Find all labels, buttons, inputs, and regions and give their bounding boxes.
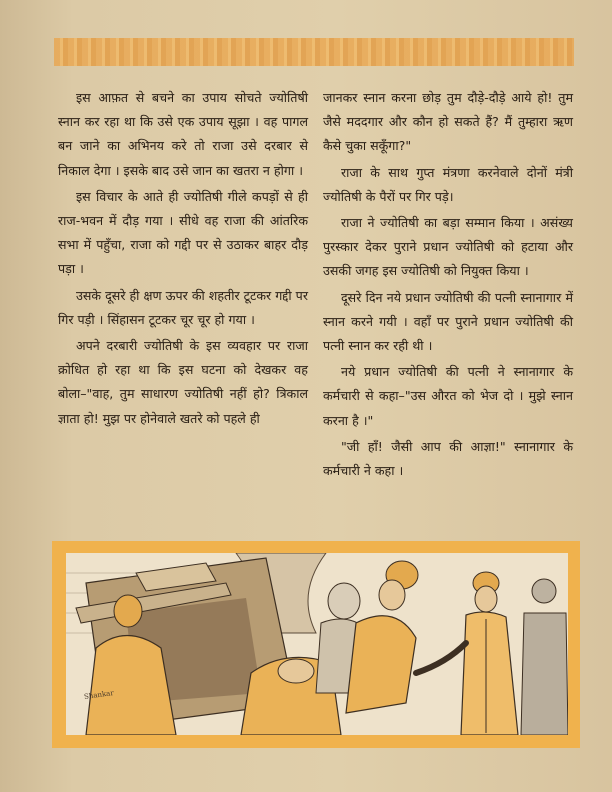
paragraph: नये प्रधान ज्योतिषी की पत्नी ने स्नानागार के कर्मचारी से कहा–"उस औरत को भेज दो । मुझे स्नान करना है ।" xyxy=(323,364,573,428)
paragraph: जानकर स्नान करना छोड़ तुम दौड़े-दौड़े आये हो! तुम जैसे मददगार और कौन हो सकते हैं? मैं तुम्हारा ऋण कैसे चुका सकूँगा?" xyxy=(323,90,573,154)
paragraph: उसके दूसरे ही क्षण ऊपर की शहतीर टूटकर गद्दी पर गिर पड़ी । सिंहासन टूटकर चूर चूर हो गया । xyxy=(58,287,308,327)
left-text-column xyxy=(58,86,308,433)
illustration-court-scene xyxy=(66,553,568,735)
paragraph: राजा ने ज्योतिषी का बड़ा सम्मान किया । असंख्य पुरस्कार देकर पुराने प्रधान ज्योतिषी को हटाया और उसकी जगह इस ज्योतिषी को नियुक्त किया । xyxy=(323,215,573,279)
artist-signature: Shankar xyxy=(83,688,115,702)
decorative-header-band xyxy=(54,38,574,66)
paragraph: राजा के साथ गुप्त मंत्रणा करनेवाले दोनों मंत्री ज्योतिषी के पैरों पर गिर पड़े। xyxy=(323,164,573,204)
paragraph: "जी हाँ! जैसी आप की आज्ञा!" स्नानागार के कर्मचारी ने कहा । xyxy=(323,438,573,479)
right-text-column xyxy=(323,86,573,485)
paragraph: इस आफ़त से बचने का उपाय सोचते ज्योतिषी स्नान कर रहा था कि उसे एक उपाय सूझा । वह पागल बन जाने का अभिनय करे तो राजा उसे दरबार से निकाल देगा । इसके बाद उसे जान का खतरा न होगा । xyxy=(58,90,308,178)
illustration-drawing xyxy=(66,553,568,735)
paragraph: अपने दरबारी ज्योतिषी के इस व्यवहार पर राजा क्रोधित हो रहा था कि इस घटना को देखकर वह बोला–"वाह, तुम साधारण ज्योतिषी नहीं हो? त्रिकाल ज्ञाता हो! मुझ पर होनेवाले खतरे को पहले ही xyxy=(58,338,308,426)
paragraph: इस विचार के आते ही ज्योतिषी गीले कपड़ों से ही राज-भवन में दौड़ गया । सीधे वह राजा की आंतरिक सभा में पहुँचा, राजा को गद्दी पर से उठाकर बाहर दौड़ पड़ा । xyxy=(58,188,308,277)
paragraph: दूसरे दिन नये प्रधान ज्योतिषी की पत्नी स्नानागार में स्नान करने गयी । वहाँ पर पुराने प्रधान ज्योतिषी की पत्नी स्नान कर रही थी । xyxy=(323,289,573,354)
